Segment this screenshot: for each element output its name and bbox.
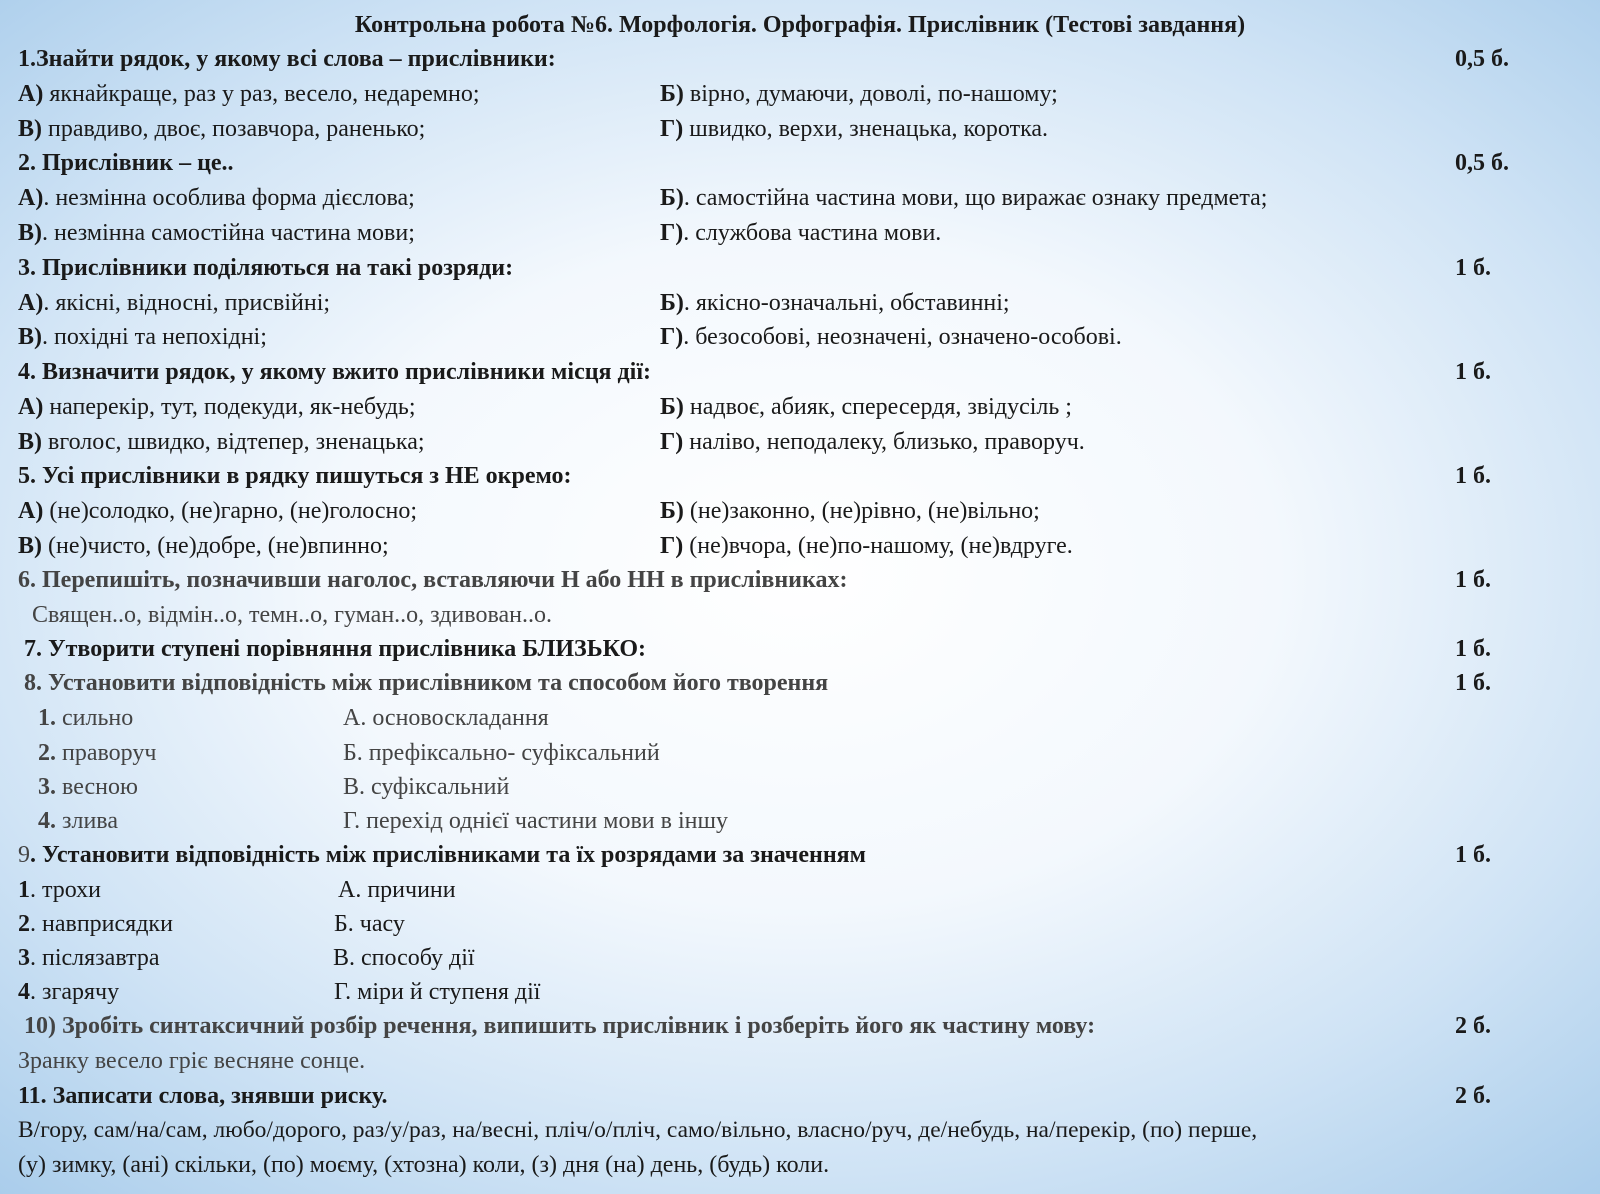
q7-points: 1 б. bbox=[1455, 636, 1491, 662]
q2-option-b: Б). самостійна частина мови, що виражає ознаку предмета; bbox=[660, 185, 1268, 211]
q4-option-g: Г) наліво, неподалеку, близько, праворуч. bbox=[660, 429, 1085, 455]
q4-points: 1 б. bbox=[1455, 359, 1491, 385]
q5-points: 1 б. bbox=[1455, 463, 1491, 489]
question-10: 10) Зробіть синтаксичний розбір речення, випишить прислівник і розберіть його як частину мову: bbox=[24, 1013, 1096, 1039]
q8-right-item: В. суфіксальний bbox=[343, 774, 510, 800]
q9-left-item: 2. навприсядки bbox=[18, 911, 173, 937]
q1-option-a: А) якнайкраще, раз у раз, весело, недаремно; bbox=[18, 81, 480, 107]
q6-points: 1 б. bbox=[1455, 567, 1491, 593]
q10-sentence: Зранку весело гріє весняне сонце. bbox=[18, 1048, 366, 1074]
q1-points: 0,5 б. bbox=[1455, 46, 1509, 72]
q8-left-item: 1. сильно bbox=[38, 705, 134, 731]
q2-option-g: Г). службова частина мови. bbox=[660, 220, 942, 246]
q9-left-item: 1. трохи bbox=[18, 877, 102, 903]
q5-option-v: В) (не)чисто, (не)добре, (не)впинно; bbox=[18, 533, 389, 559]
q3-option-g: Г). безособові, неозначені, означено-особові. bbox=[660, 324, 1122, 350]
q8-left-item: 2. праворуч bbox=[38, 740, 157, 766]
q3-option-a: А). якісні, відносні, присвійні; bbox=[18, 290, 331, 316]
q5-option-g: Г) (не)вчора, (не)по-нашому, (не)вдруге. bbox=[660, 533, 1073, 559]
q1-option-b: Б) вірно, думаючи, доволі, по-нашому; bbox=[660, 81, 1058, 107]
question-3: 3. Прислівники поділяються на такі розряди: bbox=[18, 255, 514, 281]
q9-right-item: А. причини bbox=[338, 877, 456, 903]
question-2: 2. Прислівник – це.. bbox=[18, 150, 234, 176]
q2-points: 0,5 б. bbox=[1455, 150, 1509, 176]
question-8: 8. Установити відповідність між прислівником та способом його творення bbox=[24, 670, 829, 696]
q8-right-item: Г. перехід однієї частини мови в іншу bbox=[343, 808, 728, 834]
q8-left-item: 4. злива bbox=[38, 808, 118, 834]
q3-points: 1 б. bbox=[1455, 255, 1491, 281]
q6-words: Священ..о, відмін..о, темн..о, гуман..о, здивован..о. bbox=[32, 602, 552, 628]
q5-option-b: Б) (не)законно, (не)рівно, (не)вільно; bbox=[660, 498, 1040, 524]
q10-points: 2 б. bbox=[1455, 1013, 1491, 1039]
q1-option-v: В) правдиво, двоє, позавчора, раненько; bbox=[18, 116, 426, 142]
q4-option-v: В) вголос, швидко, відтепер, зненацька; bbox=[18, 429, 425, 455]
q2-option-v: В). незмінна самостійна частина мови; bbox=[18, 220, 415, 246]
question-1: 1.Знайти рядок, у якому всі слова – прислівники: bbox=[18, 46, 556, 72]
question-5: 5. Усі прислівники в рядку пишуться з НЕ окремо: bbox=[18, 463, 572, 489]
q2-option-a: А). незмінна особлива форма дієслова; bbox=[18, 185, 415, 211]
q9-left-item: 4. згарячу bbox=[18, 979, 120, 1005]
q11-words-line-1: В/гору, сам/на/сам, любо/дорого, раз/у/раз, на/весні, пліч/о/пліч, само/вільно, власно/руч, де/небудь, на/перекір, (по) перше, bbox=[18, 1117, 1258, 1143]
q11-words-line-2: (у) зимку, (ані) скільки, (по) моєму, (хтозна) коли, (з) дня (на) день, (будь) коли. bbox=[18, 1152, 830, 1178]
question-6: 6. Перепишіть, позначивши наголос, вставляючи Н або НН в прислівниках: bbox=[18, 567, 848, 593]
q8-points: 1 б. bbox=[1455, 670, 1491, 696]
q3-option-v: В). похідні та непохідні; bbox=[18, 324, 267, 350]
q8-left-item: 3. весною bbox=[38, 774, 138, 800]
question-4: 4. Визначити рядок, у якому вжито прислівники місця дії: bbox=[18, 359, 651, 385]
q8-right-item: Б. префіксально- суфіксальний bbox=[343, 740, 660, 766]
q5-option-a: А) (не)солодко, (не)гарно, (не)голосно; bbox=[18, 498, 418, 524]
q4-option-a: А) наперекір, тут, подекуди, як-небудь; bbox=[18, 394, 416, 420]
q3-option-b: Б). якісно-означальні, обставинні; bbox=[660, 290, 1010, 316]
q9-right-item: Г. міри й ступеня дії bbox=[334, 979, 541, 1005]
q1-option-g: Г) швидко, верхи, зненацька, коротка. bbox=[660, 116, 1049, 142]
q4-option-b: Б) надвоє, абияк, спересердя, звідусіль ; bbox=[660, 394, 1072, 420]
question-11: 11. Записати слова, знявши риску. bbox=[18, 1083, 388, 1109]
q9-points: 1 б. bbox=[1455, 842, 1491, 868]
q9-left-item: 3. післязавтра bbox=[18, 945, 160, 971]
question-9: 9. Установити відповідність між прислівниками та їх розрядами за значенням bbox=[18, 842, 866, 868]
q9-right-item: В. способу дії bbox=[333, 945, 475, 971]
q11-points: 2 б. bbox=[1455, 1083, 1491, 1109]
page-title: Контрольна робота №6. Морфологія. Орфографія. Прислівник (Тестові завдання) bbox=[354, 12, 1246, 38]
q9-right-item: Б. часу bbox=[334, 911, 405, 937]
q8-right-item: А. основоскладання bbox=[343, 705, 549, 731]
question-7: 7. Утворити ступені порівняння прислівника БЛИЗЬКО: bbox=[24, 636, 647, 662]
